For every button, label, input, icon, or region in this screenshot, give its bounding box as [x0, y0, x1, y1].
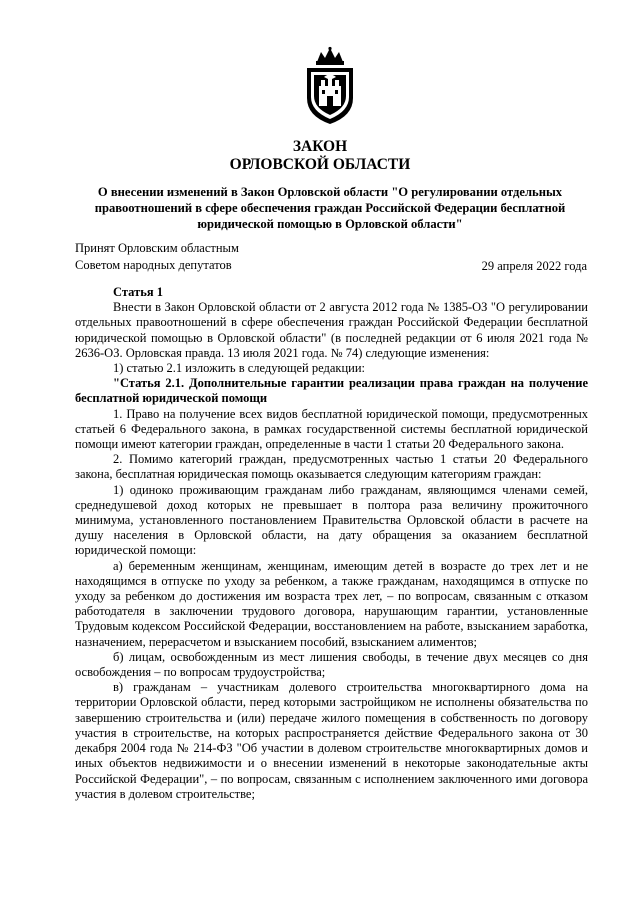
paragraph-1: 1. Право на получение всех видов бесплатной юридической помощи, предусмотренных статьей 6 Федерального закона, в рамках государственной системы бесплатной юридической помощи имеют категории граждан, определенные в части 1 статьи 20 Федерального закона.: [75, 406, 588, 452]
paragraph-2-1-c: в) гражданам – участникам долевого строительства многоквартирного дома на территории Орловской области, перед которыми застройщиком не исполнены обязательства по завершению строительства и (или) передаче жилого помещения в собственность по договору участия в строительстве, на которых распространяется действие Федерального закона от 30 декабря 2004 года № 214-ФЗ "Об участии в долевом строительстве многоквартирных домов и иных объектов недвижимости и о внесении изменений в некоторые законодательные акты Российской Федерации", – по вопросам, связанным с исполнением заключенного ими договора участия в долевом строительстве;: [75, 680, 588, 801]
article-intro: Внести в Закон Орловской области от 2 августа 2012 года № 1385-ОЗ "О регулировании отдельных правоотношений в сфере обеспечения граждан Российской Федерации бесплатной юридической помощью в Орловской области" (в последней редакции от 6 июля 2021 года № 2636-ОЗ. Орловская правда. 13 июля 2021 года. № 74) следующие изменения:: [75, 300, 588, 360]
adoption-line-2: Советом народных депутатов: [75, 258, 232, 272]
paragraph-2-1-a: а) беременным женщинам, женщинам, имеющим детей в возрасте до трех лет и не находящимся в отпуске по уходу за ребенком, а также гражданам, находящимся в отпуске по уходу за ребенком до достижения им возраста трех лет, – по вопросам, связанным с отказом работодателя в заключении трудового договора, нарушающим гарантии, установленные Трудовым кодексом Российской Федерации, восстановлением на работе, взысканием заработка, назначением, перерасчетом и взысканием пособий, взысканием алиментов;: [75, 558, 588, 649]
article-title: Статья 1: [113, 285, 163, 299]
coat-of-arms-icon: [299, 46, 361, 126]
adoption-info: [75, 240, 239, 274]
law-body: [75, 285, 588, 802]
new-article-title: "Статья 2.1. Дополнительные гарантии реализации права граждан на получение бесплатной юридической помощи: [75, 376, 588, 406]
law-subtitle: О внесении изменений в Закон Орловской области "О регулировании отдельных правоотношений в сфере обеспечения граждан Российской Федерации бесплатной юридической помощью в Орловской области": [94, 185, 566, 231]
paragraph-2-1-b: б) лицам, освобожденным из мест лишения свободы, в течение двух месяцев со дня освобождения – по вопросам трудоустройства;: [75, 649, 588, 680]
adoption-line-1: Принят Орловским областным: [75, 241, 239, 255]
adoption-date: 29 апреля 2022 года: [481, 259, 587, 273]
paragraph-2-1: 1) одиноко проживающим гражданам либо гражданам, являющимся членами семей, среднедушевой доход которых не превышает в полтора раза величину прожиточного минимума, установленного постановлением Правительства Орловской области в расчете на душу населения в Орловской области, на дату обращения за оказанием бесплатной юридической помощи:: [75, 482, 588, 558]
law-title: ЗАКОН: [292, 138, 348, 155]
amendment-item: 1) статью 2.1 изложить в следующей редакции:: [113, 361, 366, 376]
region-title: ОРЛОВСКОЙ ОБЛАСТИ: [229, 156, 411, 173]
paragraph-2: 2. Помимо категорий граждан, предусмотренных частью 1 статьи 20 Федерального закона, бесплатная юридическая помощь оказывается следующим категориям граждан:: [75, 452, 588, 482]
